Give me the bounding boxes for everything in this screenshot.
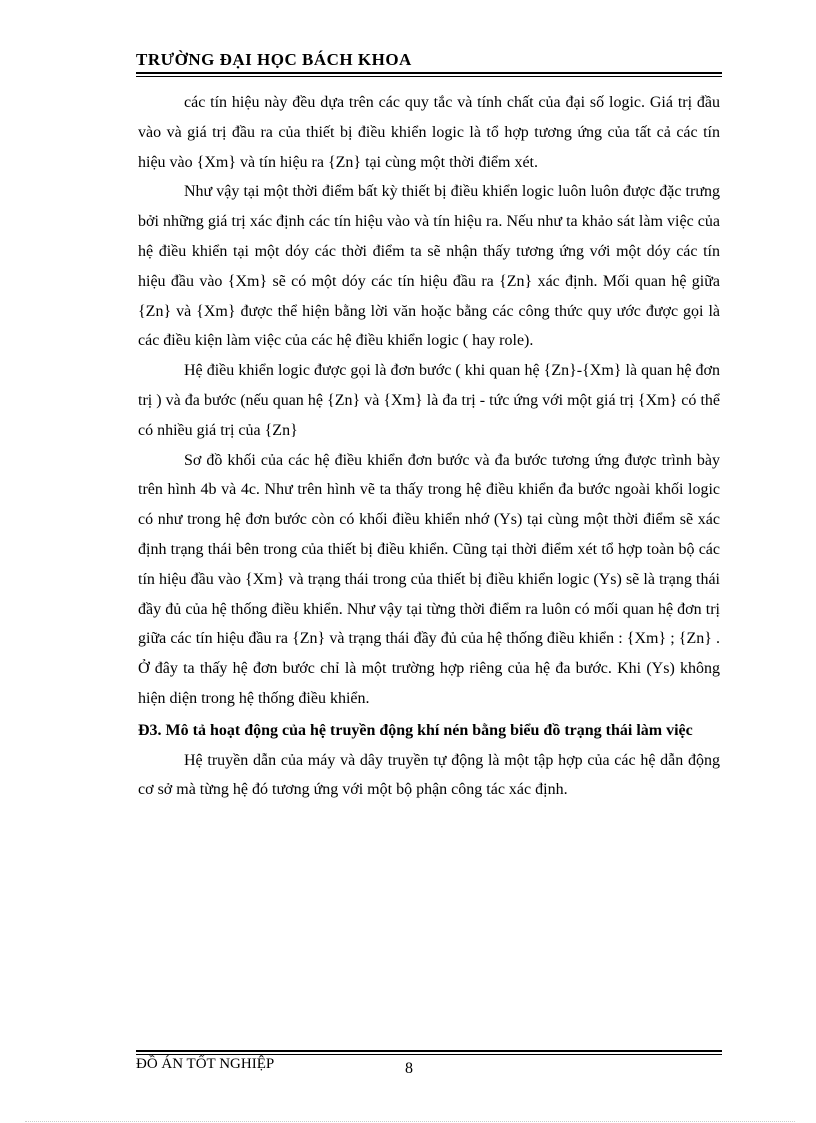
paragraph-5: Hệ truyền dẫn của máy và dây truyền tự động là một tập hợp của các hệ dẫn động cơ sở mà từng hệ đó tương ứng với một bộ phận công tác xác định. [138, 751, 720, 799]
body-text [138, 88, 720, 805]
page-number: 8 [405, 1060, 413, 1077]
header-rule-thick [136, 72, 722, 74]
footer-rule-thick [136, 1050, 722, 1052]
section-heading: Đ3. Mô tả hoạt động của hệ truyền động khí nén bằng biểu đồ trạng thái làm việc [138, 721, 693, 739]
header-rule-thin [136, 76, 722, 77]
paragraph-4: Sơ đồ khối của các hệ điều khiển đơn bước và đa bước tương ứng được trình bày trên hình 4b và 4c. Như trên hình vẽ ta thấy trong hệ điều khiển đa bước ngoài khối logic có như trong hệ đơn bước còn có khối điều khiển nhớ (Ys) tại cùng một thời điểm sẽ xác định trạng thái bên trong của thiết bị điều khiển. Cũng tại thời điểm xét tổ hợp toàn bộ các tín hiệu đầu vào {Xm} và trạng thái trong của thiết bị điều khiển logic (Ys) sẽ là trạng thái đầy đủ của hệ thống điều khiển. Như vậy tại từng thời điểm ra luôn có mối quan hệ đơn trị giữa các tín hiệu đầu ra {Zn} và trạng thái đầy đủ của hệ thống điều khiển : {Xm} ; {Zn} . Ở đây ta thấy hệ đơn bước chỉ là một trường hợp riêng của hệ đa bước. Khi (Ys) không hiện diện trong hệ thống điều khiển. [138, 451, 720, 707]
header-title: TRƯỜNG ĐẠI HỌC BÁCH KHOA [136, 50, 412, 69]
footer-title: ĐỒ ÁN TỐT NGHIỆP [136, 1056, 275, 1072]
paragraph-1: các tín hiệu này đều dựa trên các quy tắc và tính chất của đại số logic. Giá trị đầu vào và giá trị đầu ra của thiết bị điều khiển logic là tổ hợp tương ứng của tất cả các tín hiệu vào {Xm} và tín hiệu ra {Zn} tại cùng một thời điểm xét. [138, 94, 720, 171]
page-edge-divider [25, 1121, 795, 1122]
paragraph-2: Như vậy tại một thời điểm bất kỳ thiết bị điều khiển logic luôn luôn được đặc trưng bởi những giá trị xác định các tín hiệu vào và tín hiệu ra. Nếu như ta khảo sát làm việc của hệ điều khiển tại một dóy các thời điểm ta sẽ nhận thấy tương ứng với một dóy các tín hiệu đầu vào {Xm} sẽ có một dóy các tín hiệu đầu ra {Zn} xác định. Mối quan hệ giữa {Zn} và {Xm} được thể hiện bằng lời văn hoặc bằng các công thức quy ước được gọi là các điều kiện làm việc của các hệ điều khiển logic ( hay role). [138, 183, 720, 350]
footer-rule-thin [136, 1054, 722, 1055]
paragraph-3: Hệ điều khiển logic được gọi là đơn bước ( khi quan hệ {Zn}-{Xm} là quan hệ đơn trị ) và đa bước (nếu quan hệ {Zn} và {Xm} là đa trị - tức ứng với một giá trị {Xm} có thể có nhiều giá trị của {Zn} [138, 362, 720, 439]
